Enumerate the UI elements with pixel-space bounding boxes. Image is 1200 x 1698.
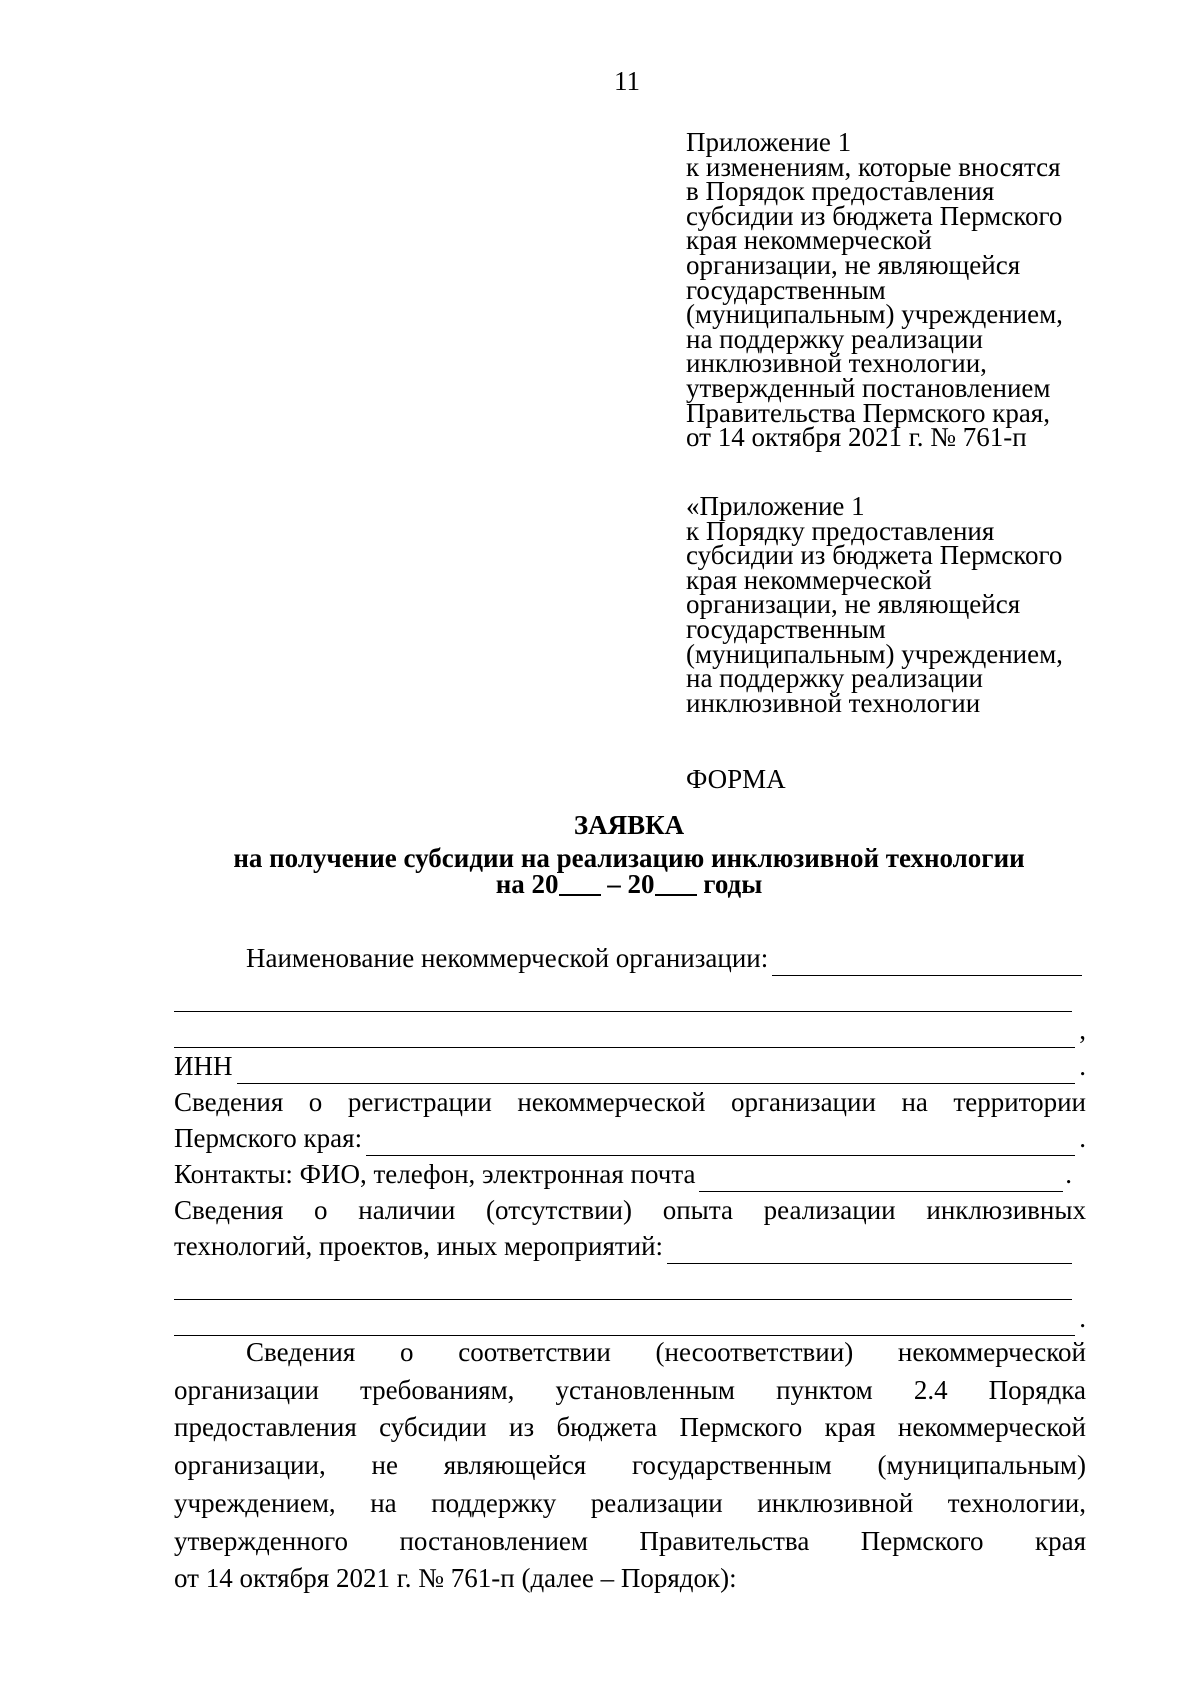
appendix-2-line: организации, не являющейся: [686, 589, 1021, 620]
application-form: [174, 940, 1086, 1336]
org-name-field-line-2[interactable]: [174, 989, 1072, 1012]
appendix-2-line: края некоммерческой: [686, 564, 932, 595]
appendix-2-line: на поддержку реализации: [686, 663, 983, 694]
inn-field[interactable]: [237, 1061, 1076, 1084]
org-name-continuation-row: [174, 976, 1086, 1012]
years-prefix: на 20: [495, 869, 559, 899]
start-year-blank[interactable]: [559, 870, 601, 896]
appendix-2-line: (муниципальным) учреждением,: [686, 638, 1063, 669]
document-title: ЗАЯВКА: [573, 810, 685, 840]
contacts-label: Контакты: ФИО, телефон, электронная почта: [174, 1158, 696, 1189]
appendix-1-line: государственным: [686, 274, 886, 305]
paragraph-line: Сведения о соответствии (несоответствии) некоммерческой: [246, 1337, 1086, 1367]
end-year-blank[interactable]: [655, 870, 697, 896]
paragraph-line: организации, не являющейся государственным (муниципальным): [174, 1450, 1086, 1481]
appendix-1-line: инклюзивной технологии,: [686, 348, 987, 379]
experience-continuation-row: [174, 1264, 1086, 1300]
subtitle-line-1: на получение субсидии на реализацию инклюзивной технологии: [233, 843, 1025, 873]
registration-field[interactable]: [366, 1133, 1075, 1156]
appendix-1-line: Правительства Пермского края,: [686, 397, 1050, 428]
appendix-1-line: в Порядок предоставления: [686, 176, 995, 207]
inn-label: ИНН: [174, 1050, 233, 1081]
period: .: [1065, 1158, 1072, 1189]
page-number: 11: [614, 66, 640, 96]
appendix-2-line: субсидии из бюджета Пермского: [686, 540, 1063, 571]
appendix-1-line: Приложение 1: [686, 127, 852, 157]
years-mid: – 20: [600, 869, 655, 899]
experience-continuation-row-2: [174, 1300, 1086, 1336]
appendix-2-line: инклюзивной технологии: [686, 687, 981, 718]
experience-text-line-1: Сведения о наличии (отсутствии) опыта реализации инклюзивных: [174, 1195, 1086, 1225]
comma: ,: [1079, 1014, 1086, 1045]
subtitle-line-2: [0, 869, 1200, 899]
experience-row: [174, 1228, 1086, 1264]
years-suffix: годы: [696, 869, 763, 899]
paragraph-line: утвержденного постановлением Правительства Пермского края: [174, 1525, 1086, 1556]
org-name-label: Наименование некоммерческой организации:: [246, 942, 769, 973]
experience-field-line-2[interactable]: [174, 1277, 1072, 1300]
appendix-1-line: организации, не являющейся: [686, 249, 1021, 280]
appendix-1-line: (муниципальным) учреждением,: [686, 299, 1063, 330]
experience-field[interactable]: [667, 1241, 1072, 1264]
appendix-2-line: к Порядку предоставления: [686, 515, 995, 546]
appendix-1-line: на поддержку реализации: [686, 323, 983, 354]
paragraph-line: предоставления субсидии из бюджета Пермского края некоммерческой: [174, 1412, 1086, 1443]
appendix-1-header: [686, 127, 1106, 453]
paragraph-line: учреждением, на поддержку реализации инклюзивной технологии,: [174, 1487, 1086, 1518]
registration-text-line-1: Сведения о регистрации некоммерческой организации на территории: [174, 1087, 1086, 1117]
form-label: ФОРМА: [686, 764, 786, 794]
inn-row: [174, 1048, 1086, 1084]
period: .: [1079, 1122, 1086, 1153]
org-name-field-line-3[interactable]: [174, 1025, 1075, 1048]
appendix-1-line: края некоммерческой: [686, 225, 932, 256]
appendix-1-line: субсидии из бюджета Пермского: [686, 200, 1063, 231]
org-name-field[interactable]: [772, 953, 1082, 976]
org-name-continuation-row-2: [174, 1012, 1086, 1048]
appendix-1-line: от 14 октября 2021 г. № 761-п: [686, 422, 1027, 453]
contacts-row: [174, 1156, 1086, 1192]
appendix-2-line: государственным: [686, 613, 886, 644]
registration-label: Пермского края:: [174, 1122, 363, 1153]
appendix-1-line: к изменениям, которые вносятся: [686, 151, 1061, 182]
compliance-paragraph: [174, 1334, 1086, 1598]
paragraph-line: организации требованиям, установленным пунктом 2.4 Порядка: [174, 1374, 1086, 1405]
contacts-field[interactable]: [699, 1169, 1063, 1192]
period: .: [1079, 1302, 1086, 1333]
appendix-2-header: [686, 491, 1106, 718]
appendix-1-line: утвержденный постановлением: [686, 372, 1051, 403]
period: .: [1079, 1050, 1086, 1081]
experience-label: технологий, проектов, иных мероприятий:: [174, 1230, 664, 1261]
registration-row: [174, 1120, 1086, 1156]
experience-field-line-3[interactable]: [174, 1313, 1075, 1336]
appendix-2-line: «Приложение 1: [686, 491, 865, 521]
org-name-row: [174, 940, 1086, 976]
paragraph-line: от 14 октября 2021 г. № 761-п (далее – Порядок):: [174, 1563, 737, 1594]
document-subtitle: [0, 843, 1200, 899]
